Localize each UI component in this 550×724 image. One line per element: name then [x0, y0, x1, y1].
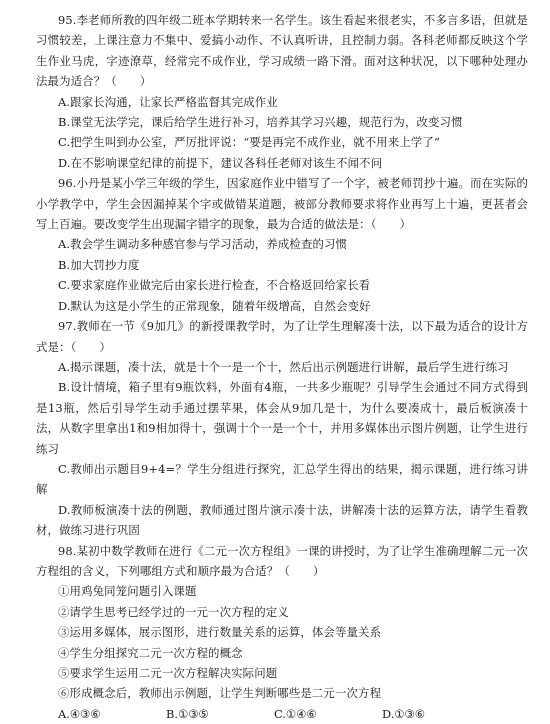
question-stem: 95.李老师所教的四年级二班本学期转来一名学生。该生看起来很老实，不多言多语，但就是习惯较差，上课注意力不集中、爱搞小动作、不认真听讲，且控制力弱。各科老师都反映这个学生作业马虎，字迹潦草，经常完不成作业，学习成绩一路下滑。面对这种状况，以下哪种处理办法最为适合？（ ）	[36, 13, 528, 89]
choice-b: B.①③⑤	[166, 706, 209, 721]
choice-a: A.④③⑥	[58, 706, 101, 721]
step-item-1: ①用鸡兔同笼问题引入课题	[58, 584, 197, 599]
step-item-3: ③运用多媒体，展示图形，进行数量关系的运算，体会等量关系	[58, 625, 382, 640]
question-stem: 98.某初中数学教师在进行《二元一次方程组》一课的讲授时，为了让学生准确理解二元一次方程组的含义，下列哪组方式和顺序最为合适？（ ）	[36, 543, 528, 578]
option-a: A.跟家长沟通，让家长严格监督其完成作业	[58, 94, 278, 109]
answer-choices	[36, 704, 528, 724]
option-d: D.在不影响课堂纪律的前提下，建议各科任老师对该生不闻不问	[58, 155, 383, 170]
option-d: D.默认为这是小学生的正常现象，随着年级增高，自然会变好	[58, 298, 371, 313]
step-item-4: ④学生分组探究二元一次方程的概念	[58, 645, 243, 660]
choice-c: C.①④⑥	[274, 706, 317, 721]
question-96	[36, 173, 528, 316]
choice-d: D.①③⑥	[382, 706, 425, 721]
option-b: B.课堂无法学完，课后给学生进行补习，培养其学习兴趣，规范行为，改变习惯	[58, 115, 463, 130]
question-stem: 97.教师在一节《9加几》的新授课教学时，为了让学生理解凑十法，以下最为适合的设计方式是：（ ）	[36, 319, 528, 354]
question-95	[36, 10, 528, 173]
step-item-5: ⑤要求学生运用二元一次方程解决实际问题	[58, 666, 278, 680]
option-c: C.把学生叫到办公室，严厉批评说：“要是再完不成作业，就不用来上学了”	[58, 135, 440, 150]
option-a: A.揭示课题，凑十法，就是十个一是一个十，然后出示例题进行讲解，最后学生进行练习	[58, 359, 509, 374]
option-c: C.要求家庭作业做完后由家长进行检查，不合格返回给家长看	[58, 278, 371, 293]
option-d: D.教师板演凑十法的例题，教师通过图片演示凑十法，讲解凑十法的运算方法，请学生看教材，做练习进行巩固	[36, 502, 528, 538]
option-b: B.加大罚抄力度	[58, 257, 140, 272]
option-b: B.设计情境，箱子里有9瓶饮料，外面有4瓶，一共多少瓶呢？引导学生会通过不同方式得到是13瓶，然后引导学生动手通过摆苹果，体会从9加几是十，为什么要凑成十，最后板演凑十法，从数字里拿出1和9相加得十，强调十个一是一个十，并用多媒体出示图片例题，让学生进行练习	[36, 380, 528, 456]
question-97	[36, 316, 528, 540]
question-98	[36, 541, 528, 724]
option-a: A.教会学生调动多种感官参与学习活动，养成检查的习惯	[58, 237, 348, 252]
step-item-2: ②请学生思考已经学过的一元一次方程的定义	[58, 604, 289, 619]
step-item-6: ⑥形成概念后，教师出示例题，让学生判断哪些是二元一次方程	[58, 686, 382, 701]
option-c: C.教师出示题目9+4=？学生分组进行探究，汇总学生得出的结果，揭示课题，进行练习讲解	[36, 461, 528, 497]
question-stem: 96.小丹是某小学三年级的学生，因家庭作业中错写了一个字，被老师罚抄十遍。而在实际的小学教学中，学生会因漏掉某个字或做错某道题，被部分教师要求将作业再写上十遍，更甚者会写上百遍。要改变学生出现漏字错字的现象，最为合适的做法是：（ ）	[36, 176, 528, 232]
